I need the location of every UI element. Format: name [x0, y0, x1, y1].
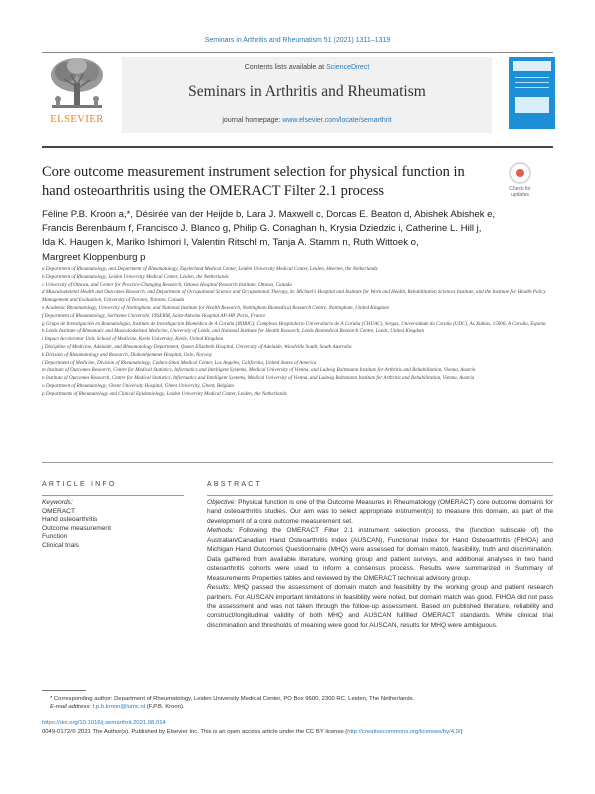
license-prefix: 0049-0172/© 2021 The Author(s). Published by Elsevier Inc. This is an open access article under the CC BY license ( [42, 728, 348, 735]
journal-cover-image [509, 57, 555, 129]
article-title: Core outcome measurement instrument selection for physical function in hand osteoarthritis using the OMERACT Filter 2.1 process [42, 164, 465, 199]
author-name[interactable]: Ida K. Haugen k, [42, 237, 114, 249]
contents-lists-line [122, 64, 492, 71]
author-name[interactable]: Catherine L. Hill j, [405, 223, 482, 235]
author-name[interactable]: Tanja A. Stamm n, [272, 237, 351, 249]
affiliation-item: e Academic Rheumatology, University of Nottingham, and National Institute for Health Research, Nottingham Biomedical Research Centre, Nottingham, United Kingdom [42, 304, 389, 311]
sciencedirect-link[interactable]: ScienceDirect [326, 64, 370, 71]
abstract-section-label: Objective: [207, 499, 237, 506]
affiliation-item: d Musculoskeletal Health and Outcomes Research, and Department of Occupational Science and Occupational Therapy, St. Michael's Hospital and Institute for Work and Health, Rehabilitation Sciences Institute, and the Institute for Health Policy Management and Evaluation, University of Toronto, Toronto, Canada [42, 289, 546, 304]
author-list [42, 208, 522, 265]
keyword-item: Function [42, 533, 68, 541]
check-line-2: updates [511, 192, 529, 198]
corresponding-author-note: * Corresponding author: Department of Rheumatology, Leiden University Medical Center, PO Box 9600, 2300 RC, Leiden, The Netherlands. [50, 696, 415, 702]
affiliation-item: g Grupo de Investigación en Reumatología, Instituto de Investigación Biomédica de A Coruña (INIBIC), Complexo Hospitalario Universitario de A Coruña (CHUAC), Sergas, Universidade da Coruña (UDC), As Xubias, 15006, A Coruña, Espana [42, 320, 546, 327]
article-info-heading: ARTICLE INFO [42, 481, 117, 488]
author-name[interactable]: Abishek Abishek e, [414, 209, 496, 220]
author-name[interactable]: Philip G. Conaghan h, [233, 223, 328, 235]
footnotes [42, 695, 553, 712]
author-name[interactable]: Margreet Kloppenburg p [42, 251, 146, 263]
author-name[interactable]: Lara J. Maxwell c, [246, 209, 324, 220]
homepage-prefix: journal homepage: [222, 117, 281, 124]
affiliation-list [42, 266, 553, 399]
author-name[interactable]: Francisco J. Blanco g, [136, 223, 231, 235]
header-divider [42, 146, 553, 148]
author-name[interactable]: Francis Berenbaum f, [42, 223, 134, 235]
affiliation-item: l Department of Medicine, Division of Rheumatology, Cedars-Sinai Medical Center, Los Angeles, California, United States of America [42, 359, 317, 366]
footnote-rule [42, 690, 86, 691]
email-label: E-mail address: [50, 704, 91, 711]
affiliation-item: o Department of Rheumatology, Ghent University Hospital, Ghent University, Ghent, Belgium [42, 382, 234, 389]
homepage-link[interactable]: www.elsevier.com/locate/semarthrit [282, 117, 392, 124]
keywords-block [42, 499, 184, 551]
abstract-paragraph [207, 583, 553, 630]
email-suffix: (F.P.B. Kroon). [146, 704, 185, 711]
check-for-updates-button[interactable] [506, 162, 534, 198]
affiliation-item: a Department of Rheumatology, and Department of Rheumatology, Zuyderland Medical Center, Leiden University Medical Center, Leiden, Heerlen, the Netherlands [42, 266, 378, 272]
affiliation-item: c University of Ottawa, and Center for Practice-Changing Research, Ottawa Hospital Research Institute, Ottawa, Canada [42, 281, 292, 288]
affiliation-item: n Institute of Outcomes Research, Centre for Medical Statistics, Informatics and Intelligent Systems, Medical University of Vienna, and Ludwig Boltzmann Institute for Arthritis and Rehabilitation, Vienna, Austria [42, 375, 475, 382]
affiliation-item: j Discipline of Medicine, Adelaide, and Rheumatology Department, Queen Elizabeth Hospital, University of Adelaide, Woodville South, South Australia [42, 343, 352, 350]
affiliation-item: b Department of Rheumatology, Leiden University Medical Center, Leiden, the Netherlands [42, 273, 229, 280]
cover-line [515, 87, 549, 88]
author-name[interactable]: Dorcas E. Beaton d, [326, 209, 412, 220]
check-for-updates-icon [509, 162, 531, 184]
abstract-section-text: MHQ passed the assessment of domain match and feasibility by the working group and patient research partners. For AUSCAN important limitations in feasibility were noted, but domain match was good. FIHOA did not pass the assessment and was not taken through the follow-up assessment. Based on published literature, reliability and construct/longitudinal validity of both MHQ and AUSCAN fulfilled OMERACT standards. While clinical trial discrimination and thresholds of meaning were good for AUSCAN, results for MHQ were ambiguous. [207, 584, 553, 629]
license-link[interactable]: http://creativecommons.org/licenses/by/4.0/ [347, 728, 461, 735]
keyword-item: Outcome measurement [42, 524, 111, 532]
abstract-rule [207, 495, 553, 496]
affiliation-item: i Impact Accelerator Unit, School of Medicine, Keele University, Keele, United Kingdom [42, 336, 224, 343]
abstract-body [207, 498, 553, 630]
email-link[interactable]: f.p.b.kroon@lumc.nl [92, 704, 146, 711]
article-info-rule [42, 495, 184, 496]
section-divider [42, 462, 553, 463]
license-line [42, 728, 553, 737]
affiliation-item: f Department of Rheumatology, Sorbonne Université, INSERM, Saint-Antoine Hospital AP-HP, Paris, France [42, 312, 266, 319]
author-name[interactable]: Valentin Ritschl m, [191, 237, 271, 249]
affiliation-item: k Division of Rheumatology and Research, Diakonhjemmet Hospital, Oslo, Norway [42, 351, 213, 358]
license-suffix: ) [460, 728, 463, 735]
cover-line [515, 82, 549, 83]
abstract-section-label: Methods: [207, 527, 234, 535]
journal-header [122, 57, 492, 133]
affiliation-item: h Leeds Institute of Rheumatic and Musculoskeletal Medicine, University of Leeds, and National Institute for Health Research, Leeds Biomedical Research Centre, Leeds, United Kingdom [42, 328, 424, 335]
cover-figure [515, 97, 549, 113]
keyword-item: Hand osteoarthritis [42, 516, 98, 524]
cover-line [515, 77, 549, 78]
elsevier-tree-icon [46, 55, 108, 113]
cover-title-band [513, 61, 551, 71]
keyword-item: Clinical trials [42, 541, 80, 549]
abstract-paragraph [207, 498, 553, 526]
abstract-section-text: Following the OMERACT Filter 2.1 instrument selection process, the (function subscale of) the Australian/Canadian Hand Osteoarthritis Index (AUSCAN), Functional Index for Hand Osteoarthritis (FIHOA) and Michigan Hand Outcomes Questionnaire (MHQ) were assessed for domain match, feasibility, truth and discrimination. Data gathered from available literature, working group and patient surveys, and additional analyses in two hand osteoarthritis cohorts were used to inform a consensus process. Results were summarized in Summary of Measurements Properties tables and reviewed by the OMERACT technical advisory group. [207, 527, 553, 582]
keywords-list [42, 508, 184, 551]
journal-homepage-line [122, 117, 492, 124]
elsevier-logo [42, 55, 112, 131]
affiliation-item: m Institute of Outcomes Research, Centre for Medical Statistics, Informatics and Intelligent Systems, Medical University of Vienna, and Ludwig Boltzmann Institute for Arthritis and Rehabilitation, Vienna, Austria [42, 367, 476, 374]
contents-prefix: Contents lists available at [244, 64, 325, 71]
author-name[interactable]: Féline P.B. Kroon a,*, [42, 209, 134, 220]
author-name[interactable]: Mariko Ishimori l, [116, 237, 189, 249]
journal-reference[interactable]: Seminars in Arthritis and Rheumatism 51 (2021) 1311–1319 [204, 37, 391, 44]
check-for-updates-label [506, 186, 534, 198]
top-divider [42, 52, 553, 53]
journal-name: Seminars in Arthritis and Rheumatism [188, 83, 426, 100]
elsevier-wordmark: ELSEVIER [50, 114, 104, 125]
abstract-section-text: Physical function is one of the Outcome Measures in Rheumatology (OMERACT) core outcome domains for hand osteoarthritis studies. Our aim was to select appropriate instrument(s) to measure this domain, as part of the development of a core outcome measurement set. [207, 499, 553, 525]
abstract-heading: ABSTRACT [207, 481, 262, 488]
keywords-label: Keywords: [42, 499, 73, 506]
author-name[interactable]: Krysia Dziedzic i, [330, 223, 404, 235]
abstract-section-label: Results: [207, 584, 231, 592]
abstract-paragraph [207, 526, 553, 583]
author-name[interactable]: Ruth Wittoek o, [353, 237, 419, 249]
doi-link[interactable]: https://doi.org/10.1016/j.semarthrit.2021.08.014 [42, 720, 166, 726]
keyword-item: OMERACT [42, 507, 75, 515]
email-note [42, 703, 553, 711]
author-name[interactable]: Désirée van der Heijde b, [135, 209, 244, 220]
affiliation-item: p Departments of Rheumatology and Clinical Epidemiology, Leiden University Medical Center, Leiden, the Netherlands [42, 390, 287, 397]
check-line-1: Check for [509, 186, 531, 192]
doi-license-block [42, 719, 553, 736]
